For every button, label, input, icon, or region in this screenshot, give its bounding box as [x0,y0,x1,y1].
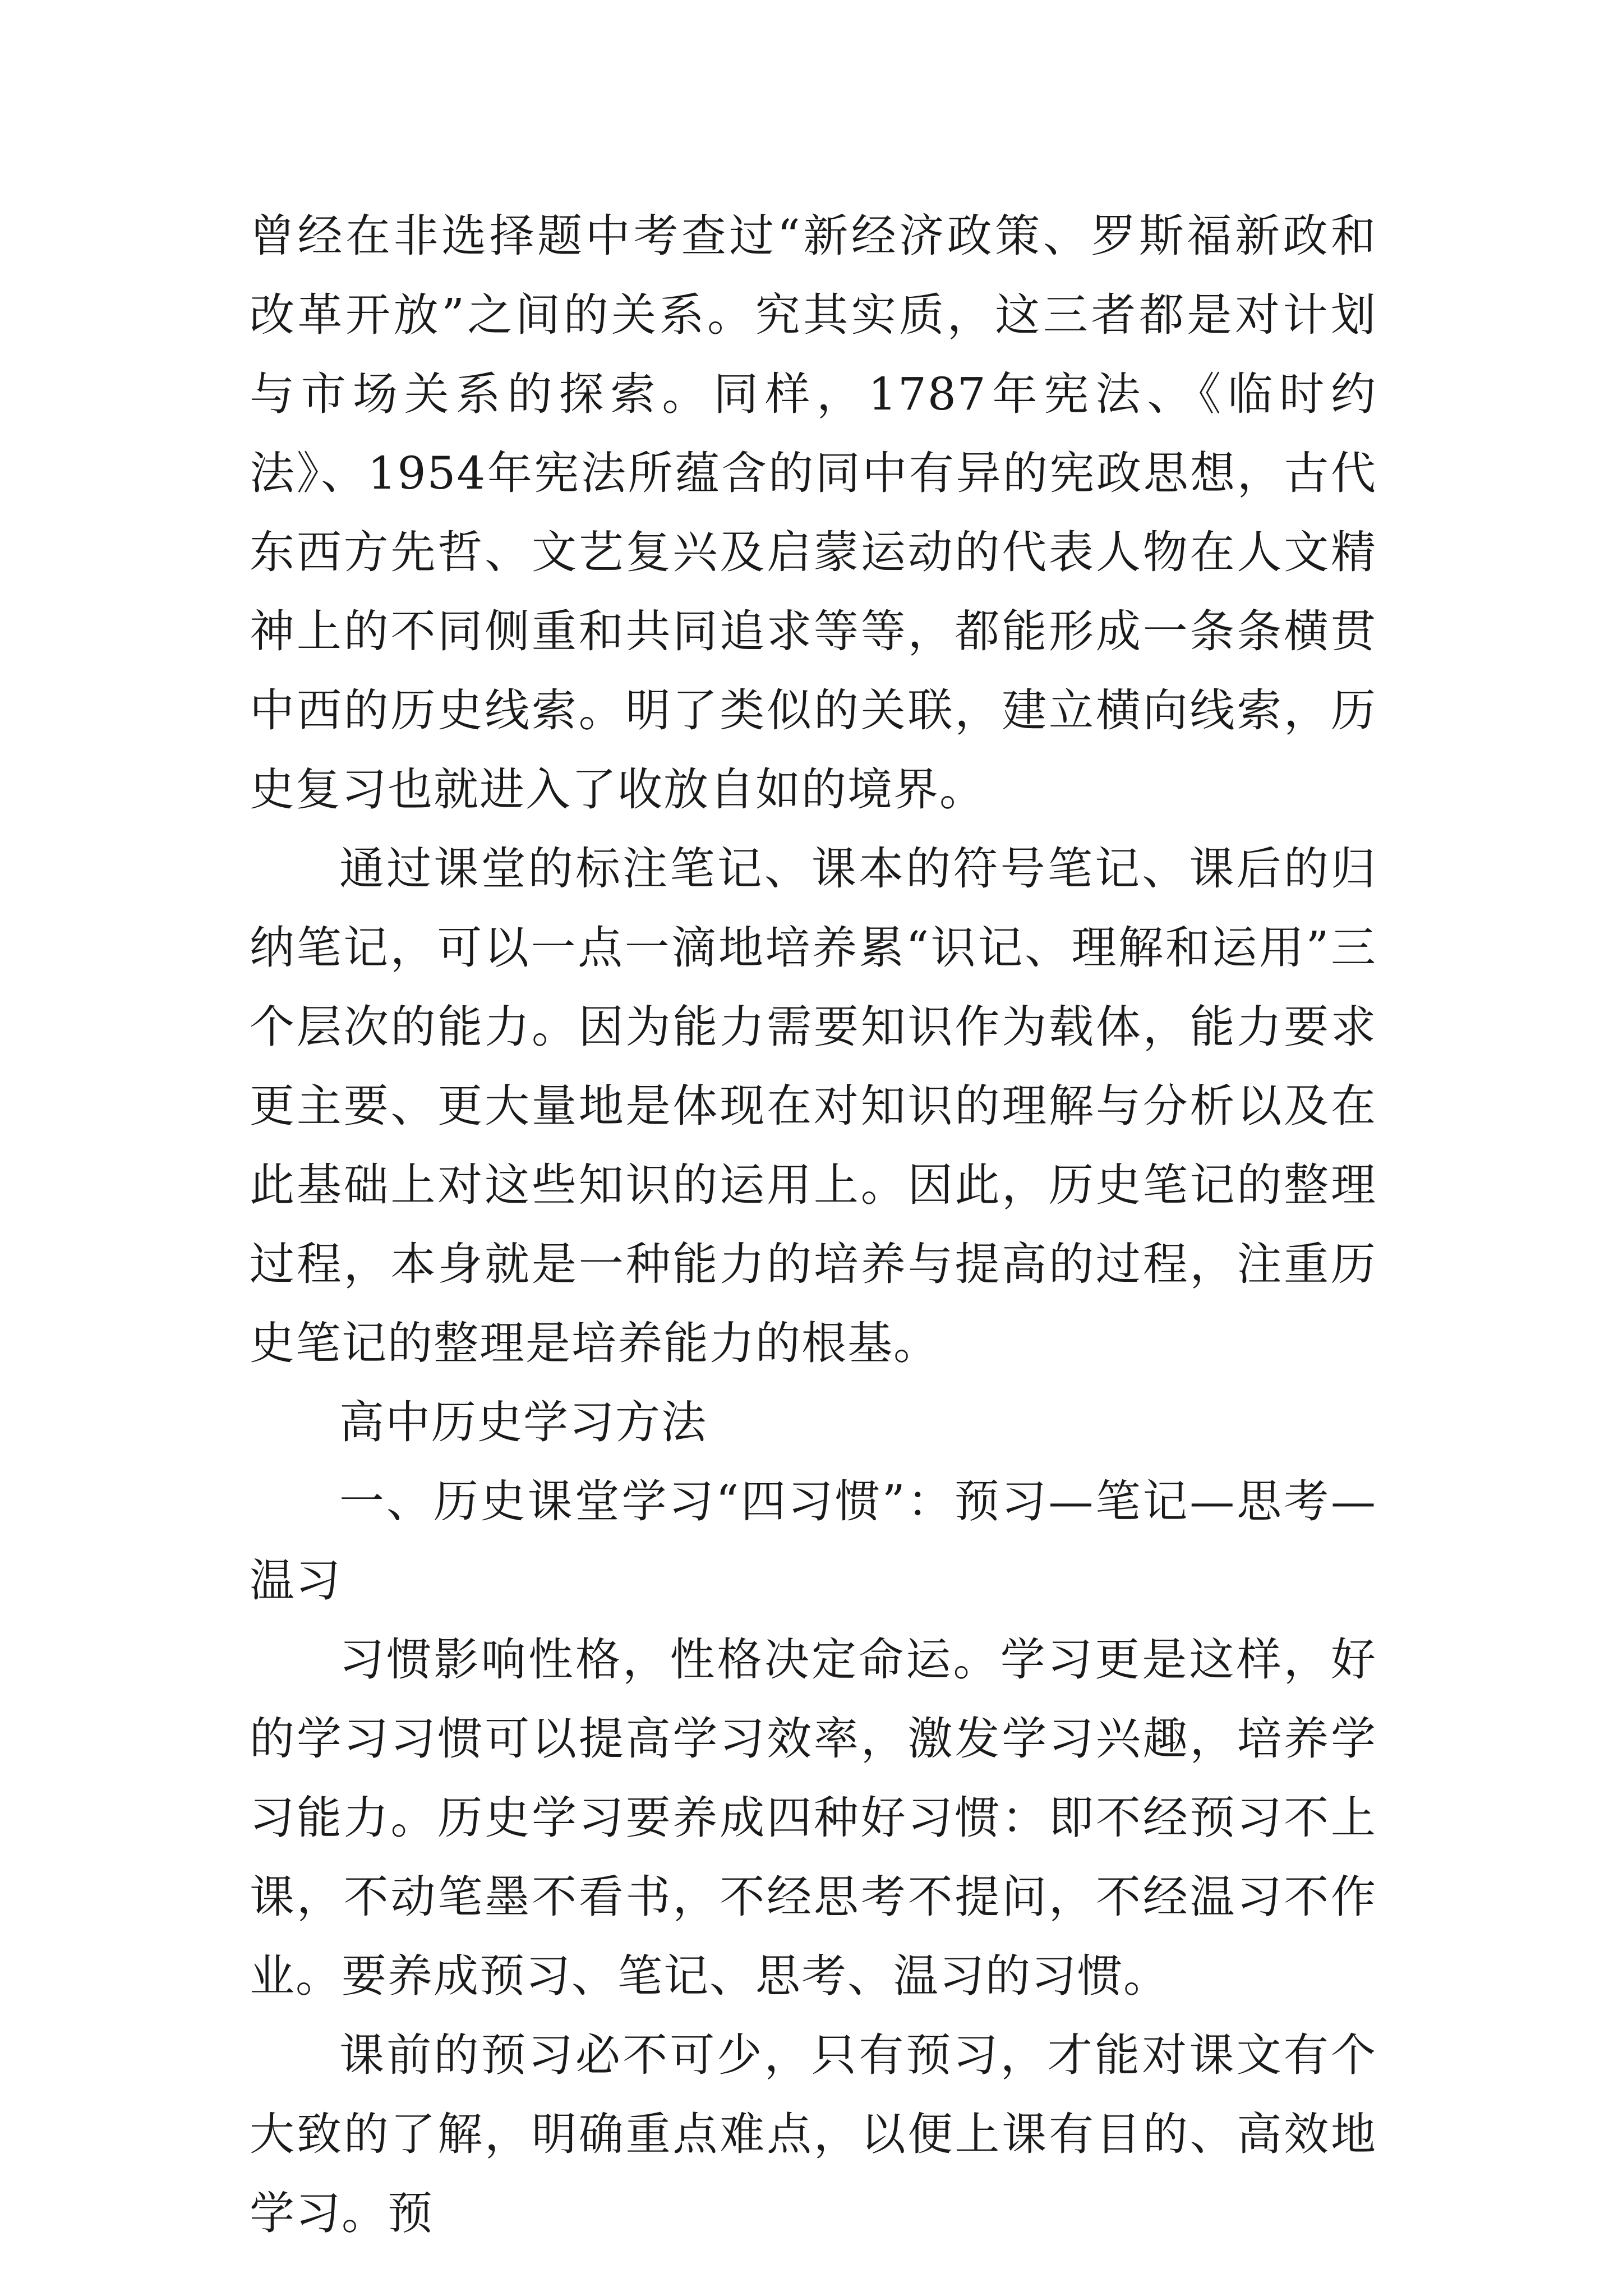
section-heading: 高中历史学习方法 [339,1396,707,1448]
paragraph-3: 习惯影响性格，性格决定命运。学习更是这样，好的学习习惯可以提高学习效率，激发学习兴趣，培养学习能力。历史学习要养成四种好习惯：即不经预习不上课，不动笔墨不看书，不经思考不提问，不经温习不作业。要养成预习、笔记、思考、温习的习惯。 [250,1634,1377,2002]
document-body [250,196,1377,2253]
paragraph-1: 曾经在非选择题中考查过“新经济政策、罗斯福新政和改革开放”之间的关系。究其实质，这三者都是对计划与市场关系的探索。同样，1787年宪法、《临时约法》、1954年宪法所蕴含的同中有异的宪政思想，古代东西方先哲、文艺复兴及启蒙运动的代表人物在人文精神上的不同侧重和共同追求等等，都能形成一条条横贯中西的历史线索。明了类似的关联，建立横向线索，历史复习也就进入了收放自如的境界。 [250,210,1377,816]
paragraph-2: 通过课堂的标注笔记、课本的符号笔记、课后的归纳笔记，可以一点一滴地培养累“识记、理解和运用”三个层次的能力。因为能力需要知识作为载体，能力要求更主要、更大量地是体现在对知识的理解与分析以及在此基础上对这些知识的运用上。因此，历史笔记的整理过程，本身就是一种能力的培养与提高的过程，注重历史笔记的整理是培养能力的根基。 [250,843,1377,1369]
paragraph-4: 课前的预习必不可少，只有预习，才能对课文有个大致的了解，明确重点难点，以便上课有目的、高效地学习。预 [250,2029,1377,2239]
subsection-heading: 一、历史课堂学习“四习惯”：预习—笔记—思考—温习 [250,1475,1377,1607]
